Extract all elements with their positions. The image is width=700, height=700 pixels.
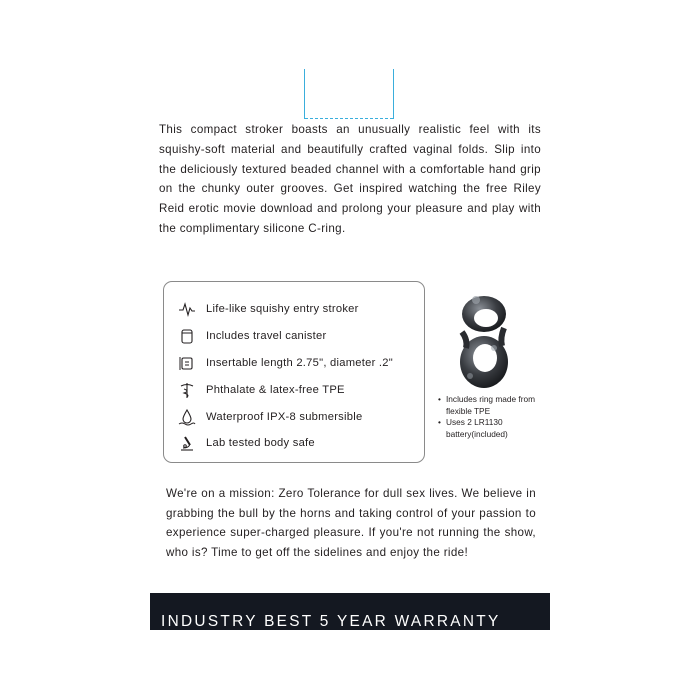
pulse-icon xyxy=(178,300,196,318)
feature-label: Waterproof IPX-8 submersible xyxy=(206,410,363,423)
feature-item xyxy=(178,430,424,457)
side-note: • Includes ring made from flexible TPE xyxy=(438,394,548,417)
feature-label: Includes travel canister xyxy=(206,330,327,343)
caduceus-icon xyxy=(178,381,196,399)
feature-label: Phthalate & latex-free TPE xyxy=(206,383,345,396)
warranty-text: INDUSTRY BEST 5 YEAR WARRANTY xyxy=(161,613,501,630)
features-box xyxy=(163,281,425,463)
feature-item xyxy=(178,403,424,430)
feature-label: Insertable length 2.75", diameter .2" xyxy=(206,356,393,369)
package-outline xyxy=(304,69,394,119)
dashed-edge xyxy=(305,118,393,119)
feature-item xyxy=(178,350,424,377)
feature-label: Life-like squishy entry stroker xyxy=(206,303,359,316)
c-ring-product-image xyxy=(448,288,528,394)
canister-icon xyxy=(178,327,196,345)
product-description: This compact stroker boasts an unusually realistic feel with its squishy-soft material and beautifully crafted vaginal folds. Slip into the deliciously textured beaded channel with a comfortable hand grip on the chunky outer grooves. Get inspired watching the free Riley Reid erotic movie download and prolong your pleasure and play with the complimentary silicone C-ring. xyxy=(159,123,541,235)
microscope-icon xyxy=(178,434,196,452)
water-drop-icon xyxy=(178,408,196,426)
feature-item xyxy=(178,376,424,403)
side-note: • Uses 2 LR1130 battery(included) xyxy=(438,417,548,440)
mission-statement: We're on a mission: Zero Tolerance for dull sex lives. We believe in grabbing the bull by the horns and taking control of your passion to experience super-charged pleasure. If you're not running the show, who is? Time to get off the sidelines and enjoy the ride! xyxy=(166,487,536,559)
warranty-banner xyxy=(150,593,550,630)
feature-item xyxy=(178,323,424,350)
measure-icon xyxy=(178,354,196,372)
side-notes xyxy=(438,394,548,440)
feature-label: Lab tested body safe xyxy=(206,437,315,450)
feature-item xyxy=(178,296,424,323)
